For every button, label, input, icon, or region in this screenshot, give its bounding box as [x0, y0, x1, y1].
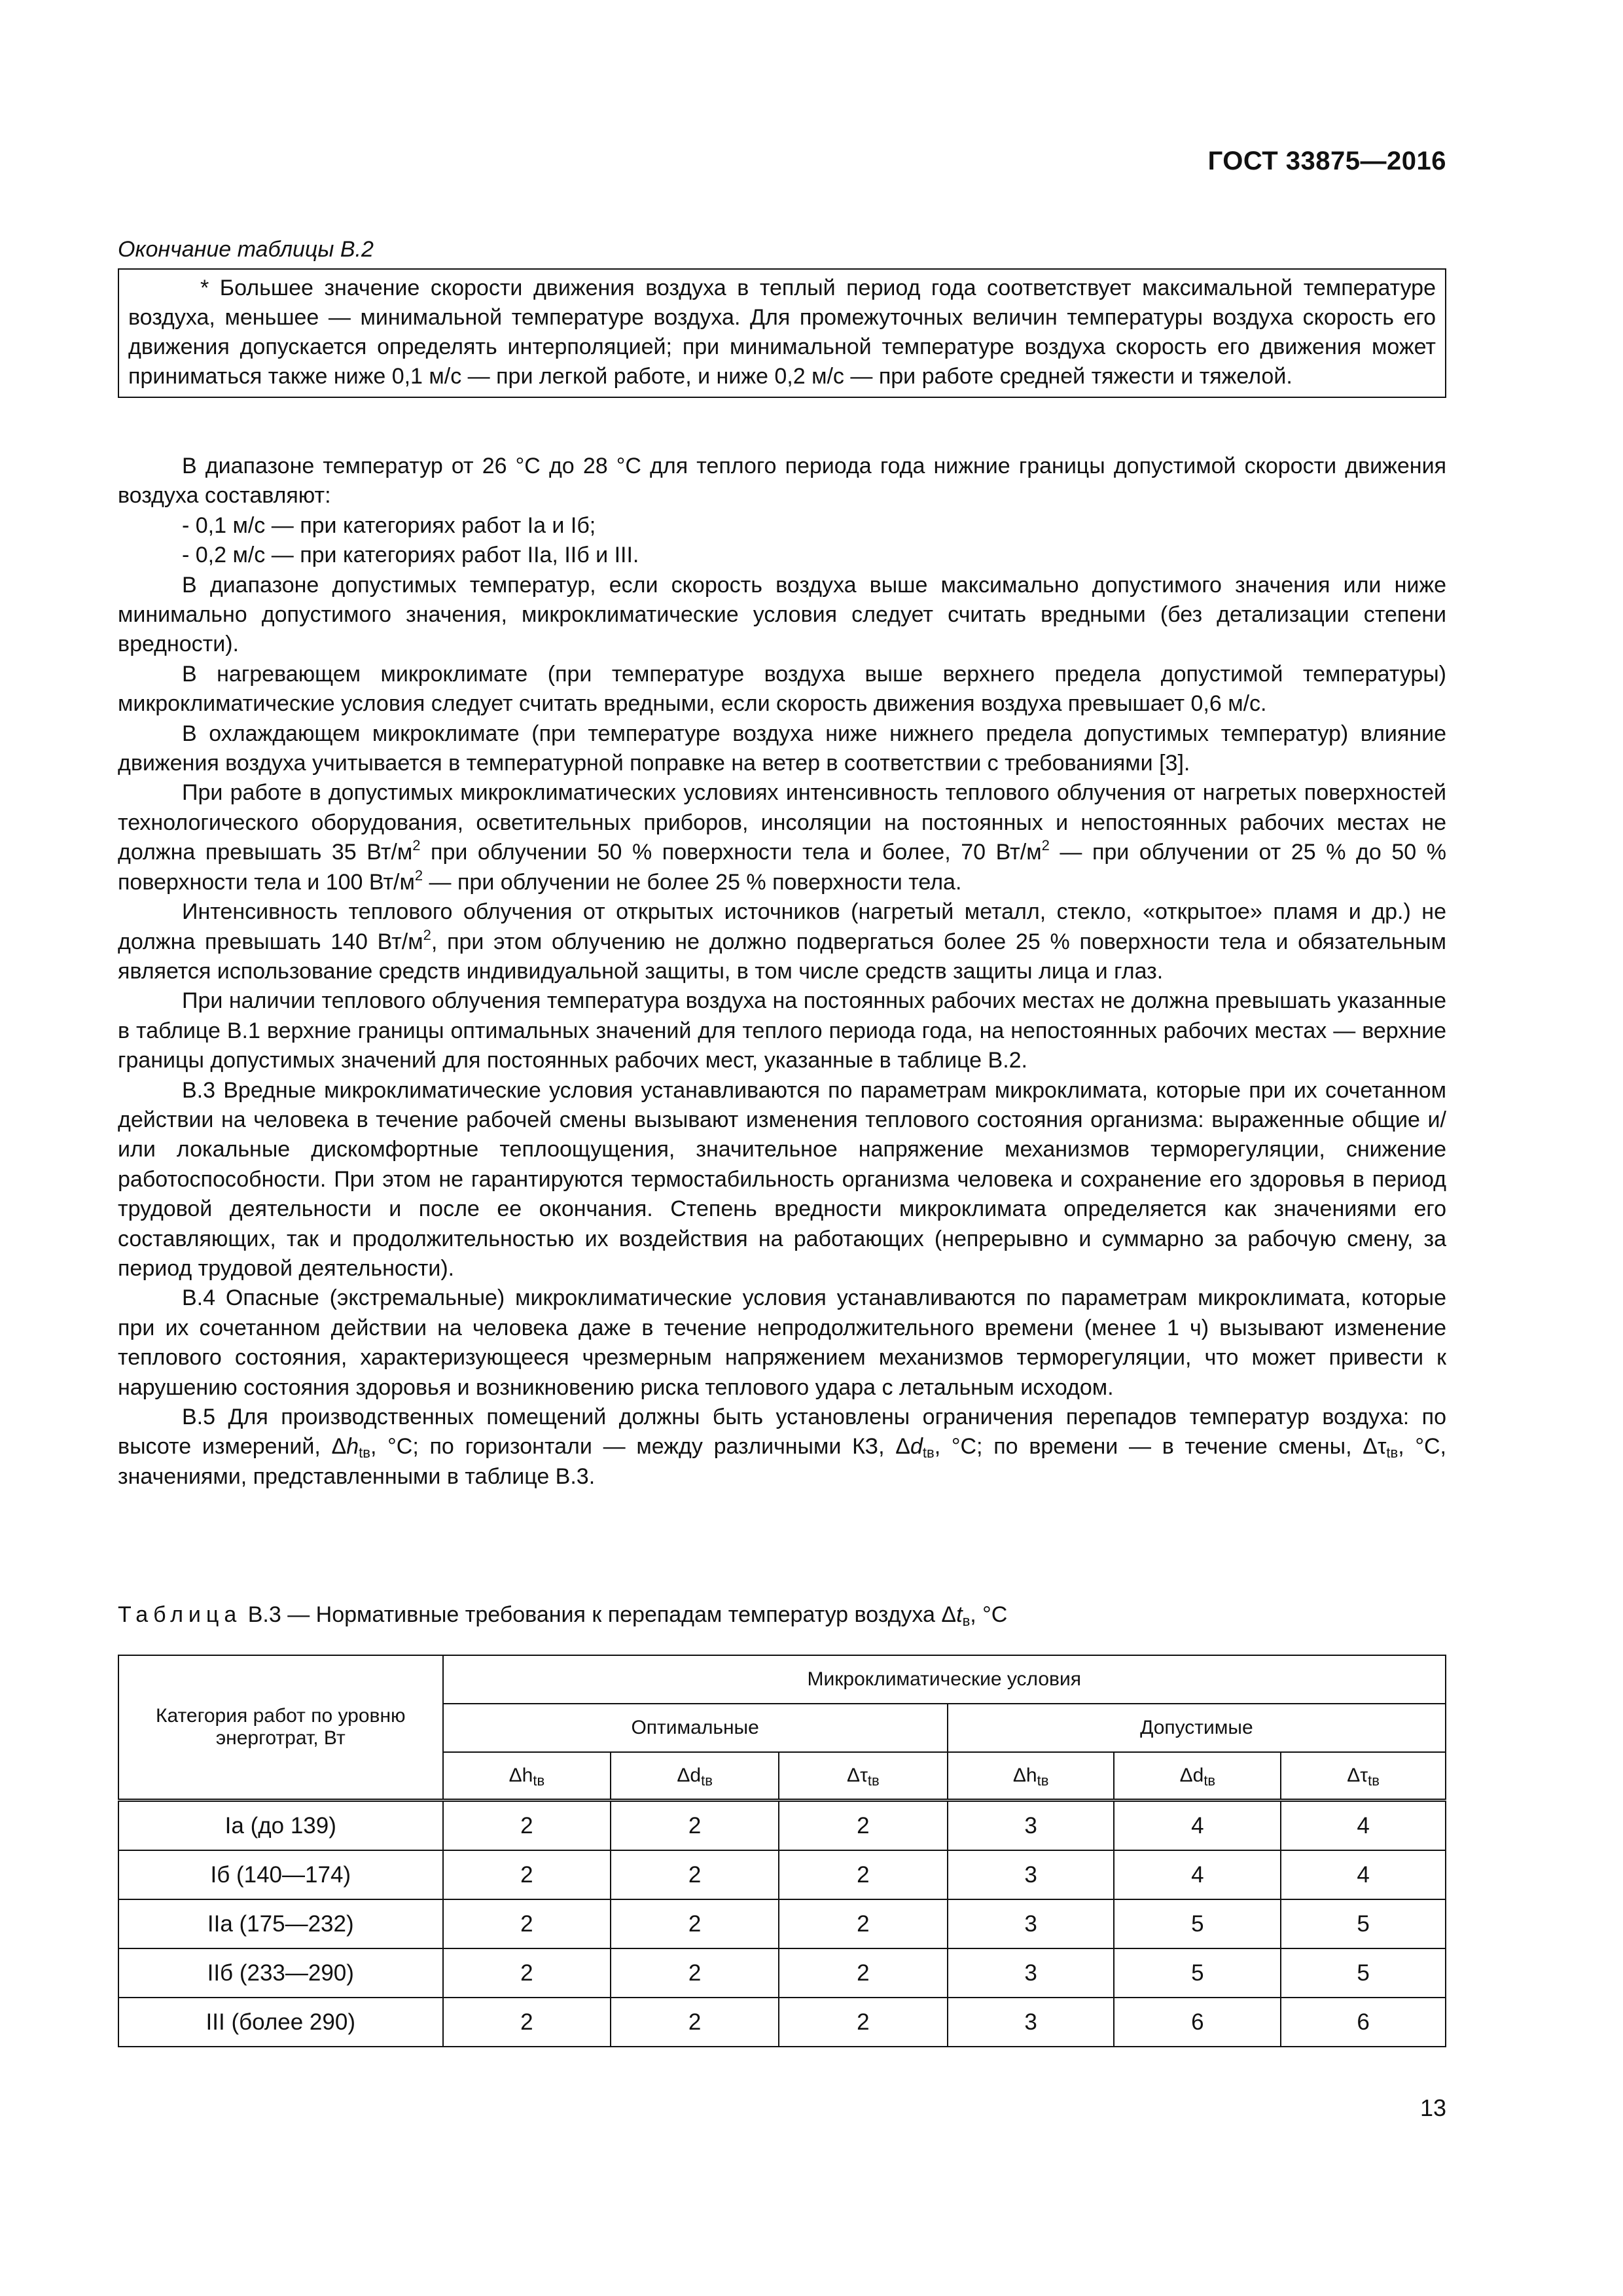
temperature-difference-table	[118, 1655, 1446, 2047]
value-cell: 2	[779, 1850, 948, 1899]
paragraph: В диапазоне температур от 26 °С до 28 °С для теплого периода года нижние границы допустимой скорости движения воздуха составляют:	[118, 454, 1446, 509]
subscript: tв	[701, 1772, 713, 1789]
value-cell: 2	[611, 1801, 779, 1851]
document-standard-number: ГОСТ 33875—2016	[1207, 147, 1446, 175]
header-dh-optimal	[443, 1752, 611, 1801]
header-dd-allowed	[1114, 1752, 1281, 1801]
value-cell: 4	[1281, 1801, 1446, 1851]
subscript: tв	[867, 1772, 880, 1789]
table-caption	[118, 1602, 1007, 1628]
value-cell: 3	[948, 1801, 1115, 1851]
value-cell: 2	[779, 1948, 948, 1998]
value-cell: 4	[1281, 1850, 1446, 1899]
value-cell: 2	[443, 1850, 611, 1899]
paragraph: В.4 Опасные (экстремальные) микроклиматические условия устанавливаются по параметрам микроклимата, которые при их сочетанном действии на человека даже в течение непродолжительного времени (менее 1 ч) вызывают изменение теплового состояния, характеризующееся чрезмерным напряжением механизмов терморегуляции, что может привести к нарушению состояния здоровья и возникновению риска теплового удара с летальным исходом.	[118, 1285, 1446, 1400]
page-number: 13	[1419, 2094, 1446, 2121]
subscript: tв	[533, 1772, 545, 1789]
text-run: , °С; по времени — в течение смены, Δτ	[934, 1434, 1387, 1460]
superscript: 2	[423, 926, 431, 943]
symbol: Δd	[677, 1765, 702, 1786]
value-cell: 5	[1114, 1948, 1281, 1998]
symbol: Δh	[508, 1765, 533, 1786]
text-run: при облучении 50 % поверхности тела и более, 70 Вт/м	[420, 840, 1042, 865]
value-cell: 3	[948, 1850, 1115, 1899]
text-run: , при этом облучению не должно подвергаться более 25 % поверхности тела и обязательным является использование средств индивидуальной защиты, в том числе средств защиты лица и глаз.	[118, 929, 1446, 984]
table-row	[118, 1998, 1446, 2047]
footnote-text: * Большее значение скорости движения воздуха в теплый период года соответствует максимальной температуре воздуха, меньшее — минимальной температуре воздуха. Для промежуточных величин температуры воздуха скорость его движения допускается определять интерполяцией; при минимальной температуре воздуха скорость его движения может приниматься также ниже 0,1 м/с — при легкой работе, и ниже 0,2 м/с — при работе средней тяжести и тяжелой.	[128, 276, 1436, 389]
value-cell: 3	[948, 1948, 1115, 1998]
subscript: tв	[1386, 1444, 1399, 1462]
paragraph	[118, 778, 1446, 897]
category-cell: IIa (175—232)	[118, 1899, 443, 1948]
body-text	[118, 452, 1446, 1492]
value-cell: 4	[1114, 1850, 1281, 1899]
text-run: — при облучении от 25 % до 50 % поверхности тела и 100 Вт/м	[118, 840, 1446, 895]
paragraph: В диапазоне допустимых температур, если скорость воздуха выше максимально допустимого значения или ниже минимально допустимого значения, микроклиматические условия следует считать вредными (без детализации степени вредности).	[118, 572, 1446, 657]
value-cell: 2	[443, 1899, 611, 1948]
value-cell: 2	[611, 1899, 779, 1948]
header-dtau-optimal	[779, 1752, 948, 1801]
text-run: , °С, значениями, представленными в таблице В.3.	[118, 1434, 1447, 1489]
category-cell: Ia (до 139)	[118, 1801, 443, 1851]
list-item: - 0,1 м/с — при категориях работ Ia и Iб;	[182, 512, 596, 538]
symbol: Δd	[1179, 1765, 1204, 1786]
value-cell: 3	[948, 1899, 1115, 1948]
value-cell: 2	[779, 1998, 948, 2047]
table-row	[118, 1899, 1446, 1948]
symbol: Δh	[1012, 1765, 1037, 1786]
subscript: в	[962, 1613, 971, 1629]
table-continuation-label: Окончание таблицы В.2	[118, 237, 374, 262]
symbol: t	[956, 1602, 963, 1627]
subscript: tв	[1037, 1772, 1049, 1789]
table-row	[118, 1801, 1446, 1851]
value-cell: 2	[611, 1948, 779, 1998]
symbol: d	[910, 1434, 923, 1460]
header-dh-allowed	[948, 1752, 1115, 1801]
table-caption-suffix: , °С	[970, 1602, 1008, 1627]
value-cell: 2	[443, 1801, 611, 1851]
table-caption-prefix: Таблица	[118, 1602, 242, 1627]
value-cell: 6	[1281, 1998, 1446, 2047]
value-cell: 5	[1281, 1899, 1446, 1948]
value-cell: 2	[611, 1998, 779, 2047]
list-item: - 0,2 м/с — при категориях работ IIa, IIб и III.	[182, 543, 639, 568]
superscript: 2	[412, 837, 421, 854]
superscript: 2	[414, 867, 423, 884]
table-caption-text: В.3 — Нормативные требования к перепадам температур воздуха Δ	[241, 1602, 957, 1627]
header-category: Категория работ по уровню энерготрат, Вт	[118, 1655, 443, 1801]
value-cell: 2	[779, 1801, 948, 1851]
text-run: При работе в допустимых микроклиматических условиях интенсивность теплового облучения от нагретых поверхностей технологического оборудования, осветительных приборов, инсоляции на постоянных и непостоянных рабочих местах не должна превышать 35 Вт/м	[118, 780, 1446, 865]
header-dd-optimal	[611, 1752, 779, 1801]
value-cell: 5	[1281, 1948, 1446, 1998]
symbol: Δτ	[847, 1765, 868, 1786]
paragraph	[118, 1403, 1446, 1492]
header-optimal: Оптимальные	[443, 1704, 948, 1752]
paragraph	[118, 897, 1446, 986]
subscript: tв	[1368, 1772, 1380, 1789]
paragraph: В.3 Вредные микроклиматические условия устанавливаются по параметрам микроклимата, которые при их сочетанном действии на человека в течение рабочей смены вызывают изменения теплового состояния организма: выраженные общие и/или локальные дискомфортные теплоощущения, значительное напряжение механизмов терморегуляции, снижение работоспособности. При этом не гарантируются термостабильность организма человека и сохранение его здоровья в период трудовой деятельности и после ее окончания. Степень вредности микроклимата определяется как значениями его составляющих, так и продолжительностью их воздействия на работающих (непрерывно и суммарно за рабочую смену, за период трудовой деятельности).	[118, 1077, 1446, 1281]
header-allowed: Допустимые	[948, 1704, 1446, 1752]
table-footnote-box	[118, 268, 1446, 398]
subscript: tв	[922, 1444, 935, 1462]
value-cell: 2	[611, 1850, 779, 1899]
text-run: Интенсивность теплового облучения от открытых источников (нагретый металл, стекло, «открытое» пламя и др.) не должна превышать 140 Вт/м	[118, 899, 1446, 954]
text-run: В.5 Для производственных помещений должны быть установлены ограничения перепадов температур воздуха: по высоте измерений, Δ	[118, 1405, 1446, 1460]
category-cell: Iб (140—174)	[118, 1850, 443, 1899]
value-cell: 2	[779, 1899, 948, 1948]
superscript: 2	[1041, 837, 1050, 854]
value-cell: 2	[443, 1998, 611, 2047]
value-cell: 5	[1114, 1899, 1281, 1948]
text-run: , °С; по горизонтали — между различными КЗ, Δ	[370, 1434, 910, 1460]
header-microclimate: Микроклиматические условия	[443, 1655, 1446, 1704]
symbol: Δτ	[1347, 1765, 1368, 1786]
category-cell: III (более 290)	[118, 1998, 443, 2047]
paragraph: В нагревающем микроклимате (при температуре воздуха выше верхнего предела допустимой температуры) микроклиматические условия следует считать вредными, если скорость движения воздуха превышает 0,6 м/с.	[118, 661, 1446, 717]
subscript: tв	[1204, 1772, 1216, 1789]
symbol: h	[346, 1434, 359, 1460]
value-cell: 6	[1114, 1998, 1281, 2047]
category-cell: IIб (233—290)	[118, 1948, 443, 1998]
text-run: — при облучении не более 25 % поверхности тела.	[423, 869, 962, 895]
paragraph: В охлаждающем микроклимате (при температуре воздуха ниже нижнего предела допустимых температур) влияние движения воздуха учитывается в температурной поправке на ветер в соответствии с требованиями [3].	[118, 721, 1446, 776]
header-dtau-allowed	[1281, 1752, 1446, 1801]
subscript: tв	[359, 1444, 370, 1462]
value-cell: 2	[443, 1948, 611, 1998]
table-row	[118, 1948, 1446, 1998]
value-cell: 4	[1114, 1801, 1281, 1851]
value-cell: 3	[948, 1998, 1115, 2047]
table-row	[118, 1850, 1446, 1899]
paragraph: При наличии теплового облучения температура воздуха на постоянных рабочих местах не должна превышать указанные в таблице В.1 верхние границы оптимальных значений для теплого периода года, на непостоянных рабочих местах — верхние границы допустимых значений для постоянных рабочих мест, указанные в таблице В.2.	[118, 988, 1446, 1073]
